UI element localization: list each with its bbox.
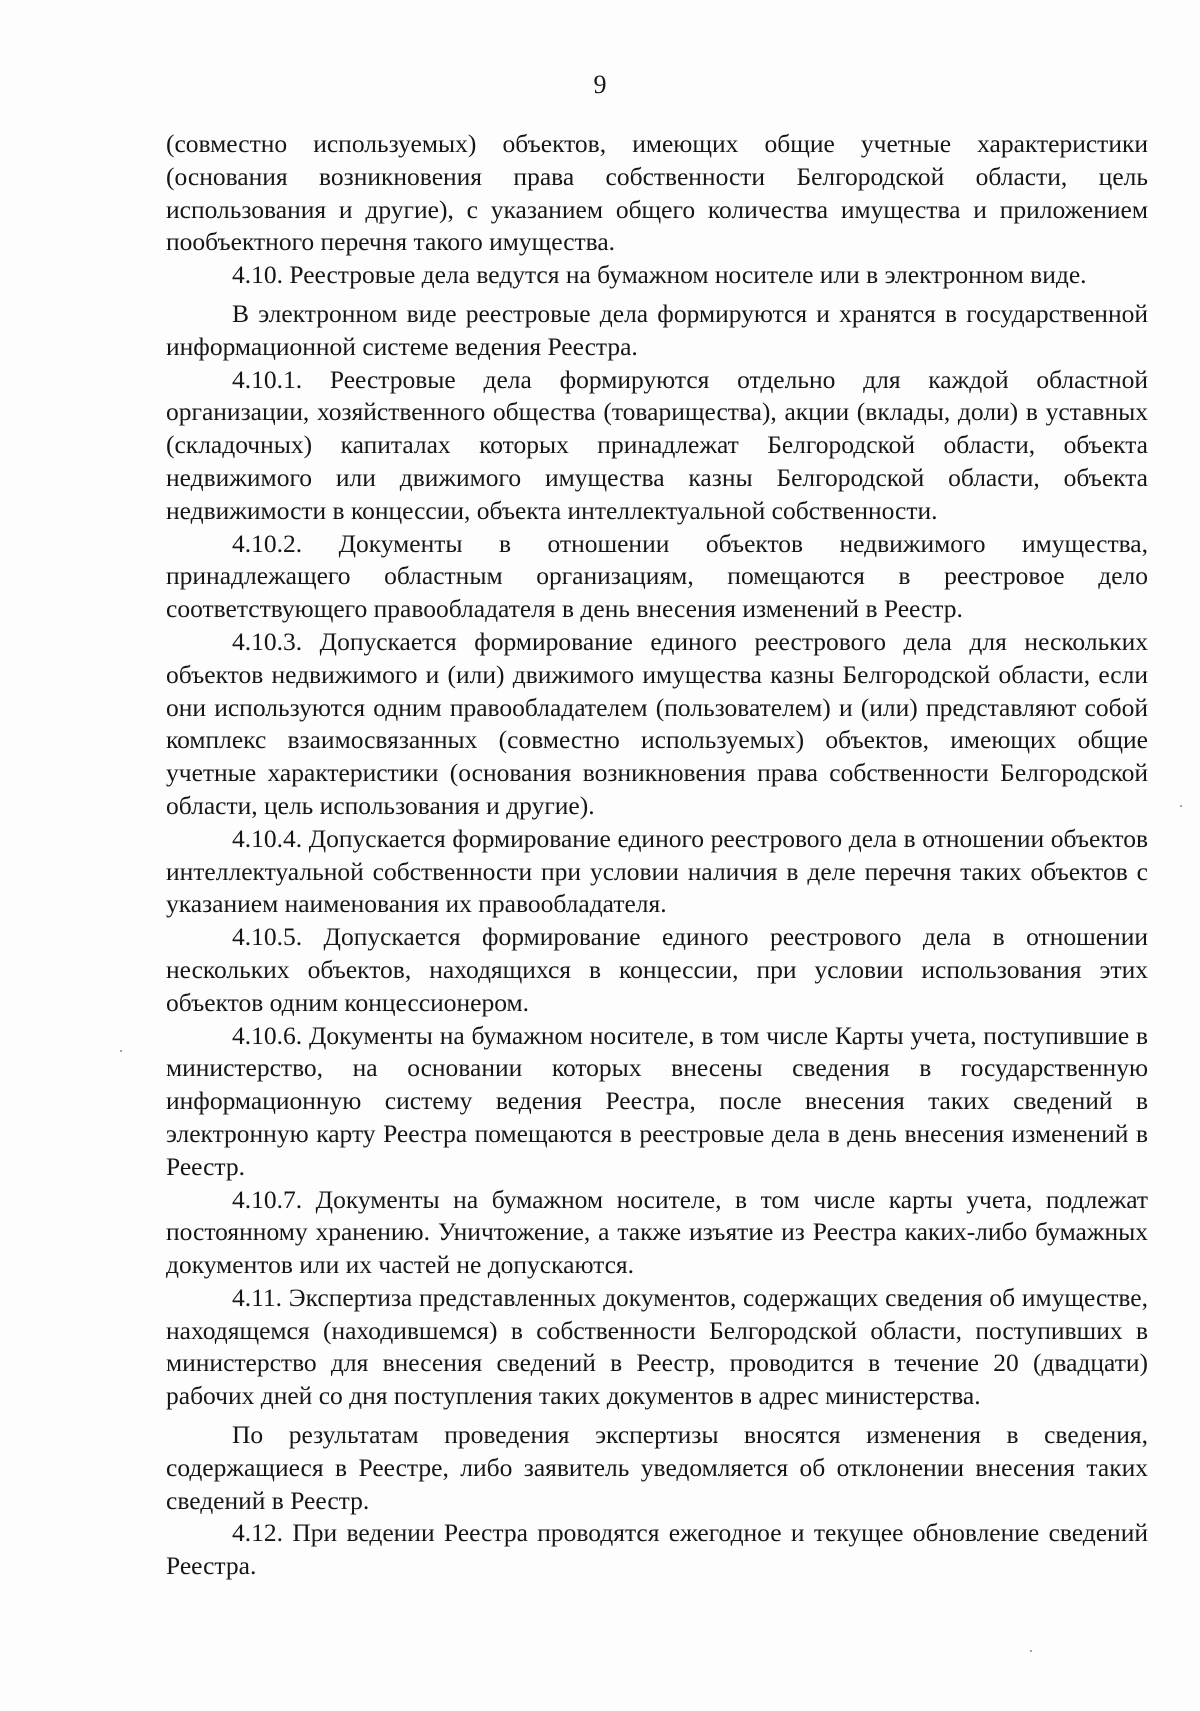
paragraph-continuation: (совместно используемых) объектов, имеющих общие учетные характеристики (основания возникновения права собственности Белгородской области, цель использования и другие), с указанием общего количества имущества и приложением пообъектного перечня такого имущества. [166,129,1148,257]
paragraph-4-10-4: 4.10.4. Допускается формирование единого реестрового дела в отношении объектов интеллектуальной собственности при условии наличия в деле перечня таких объектов с указанием наименования их правообладателя. [166,823,1148,919]
page-number: 9 [593,70,607,99]
paragraph-4-10-5: 4.10.5. Допускается формирование единого реестрового дела в отношении нескольких объектов, находящихся в концессии, при условии использования этих объектов одним концессионером. [166,922,1148,1017]
paragraph-4-10-6: 4.10.6. Документы на бумажном носителе, в том числе Карты учета, поступившие в министерство, на основании которых внесены сведения в государственную информационную систему ведения Реестра, после внесения таких сведений в электронную карту Реестра помещаются в реестровые дела в день внесения изменений в Реестр. [166,1020,1148,1181]
paragraph-4-11: 4.11. Экспертиза представленных документов, содержащих сведения об имуществе, находящемся (находившемся) в собственности Белгородской области, поступивших в министерство для внесения сведений в Реестр, проводится в течение 20 (двадцати) рабочих дней со дня поступления таких документов в адрес министерства. [166,1282,1148,1411]
paragraph-4-12: 4.12. При ведении Реестра проводятся ежегодное и текущее обновление сведений Реестра. [166,1518,1148,1581]
scan-speck [1180,805,1182,807]
paragraph-4-10-1: 4.10.1. Реестровые дела формируются отдельно для каждой областной организации, хозяйственного общества (товарищества), акции (вклады, доли) в уставных (складочных) капиталах которых принадлежат Белгородской области, объекта недвижимого или движимого имущества казны Белгородской области, объекта недвижимости в концессии, объекта интеллектуальной собственности. [166,364,1148,525]
paragraph-4-10: 4.10. Реестровые дела ведутся на бумажном носителе или в электронном виде. [232,260,1087,290]
paragraph-4-10-2: 4.10.2. Документы в отношении объектов недвижимого имущества, принадлежащего областным организациям, помещаются в реестровое дело соответствующего правообладателя в день внесения изменений в Реестр. [166,528,1148,624]
document-body [166,128,1148,1583]
paragraph-4-10-7: 4.10.7. Документы на бумажном носителе, в том числе карты учета, подлежат постоянному хранению. Уничтожение, а также изъятие из Реестра каких-либо бумажных документов или их частей не допускаются. [166,1184,1148,1280]
scan-speck [120,1050,122,1052]
scan-speck [1030,1650,1032,1652]
paragraph-electronic-view: В электронном виде реестровые дела формируются и хранятся в государственной информационной системе ведения Реестра. [166,298,1148,361]
paragraph-4-10-3: 4.10.3. Допускается формирование единого реестрового дела для нескольких объектов недвижимого и (или) движимого имущества казны Белгородской области, если они используются одним правообладателем (пользователем) и (или) представляют собой комплекс взаимосвязанных (совместно используемых) объектов, имеющих общие учетные характеристики (основания возникновения права собственности Белгородской области, цель использования и другие). [166,626,1148,820]
paragraph-expertise-results: По результатам проведения экспертизы вносятся изменения в сведения, содержащиеся в Реестре, либо заявитель уведомляется об отклонении внесения таких сведений в Реестр. [166,1420,1148,1515]
